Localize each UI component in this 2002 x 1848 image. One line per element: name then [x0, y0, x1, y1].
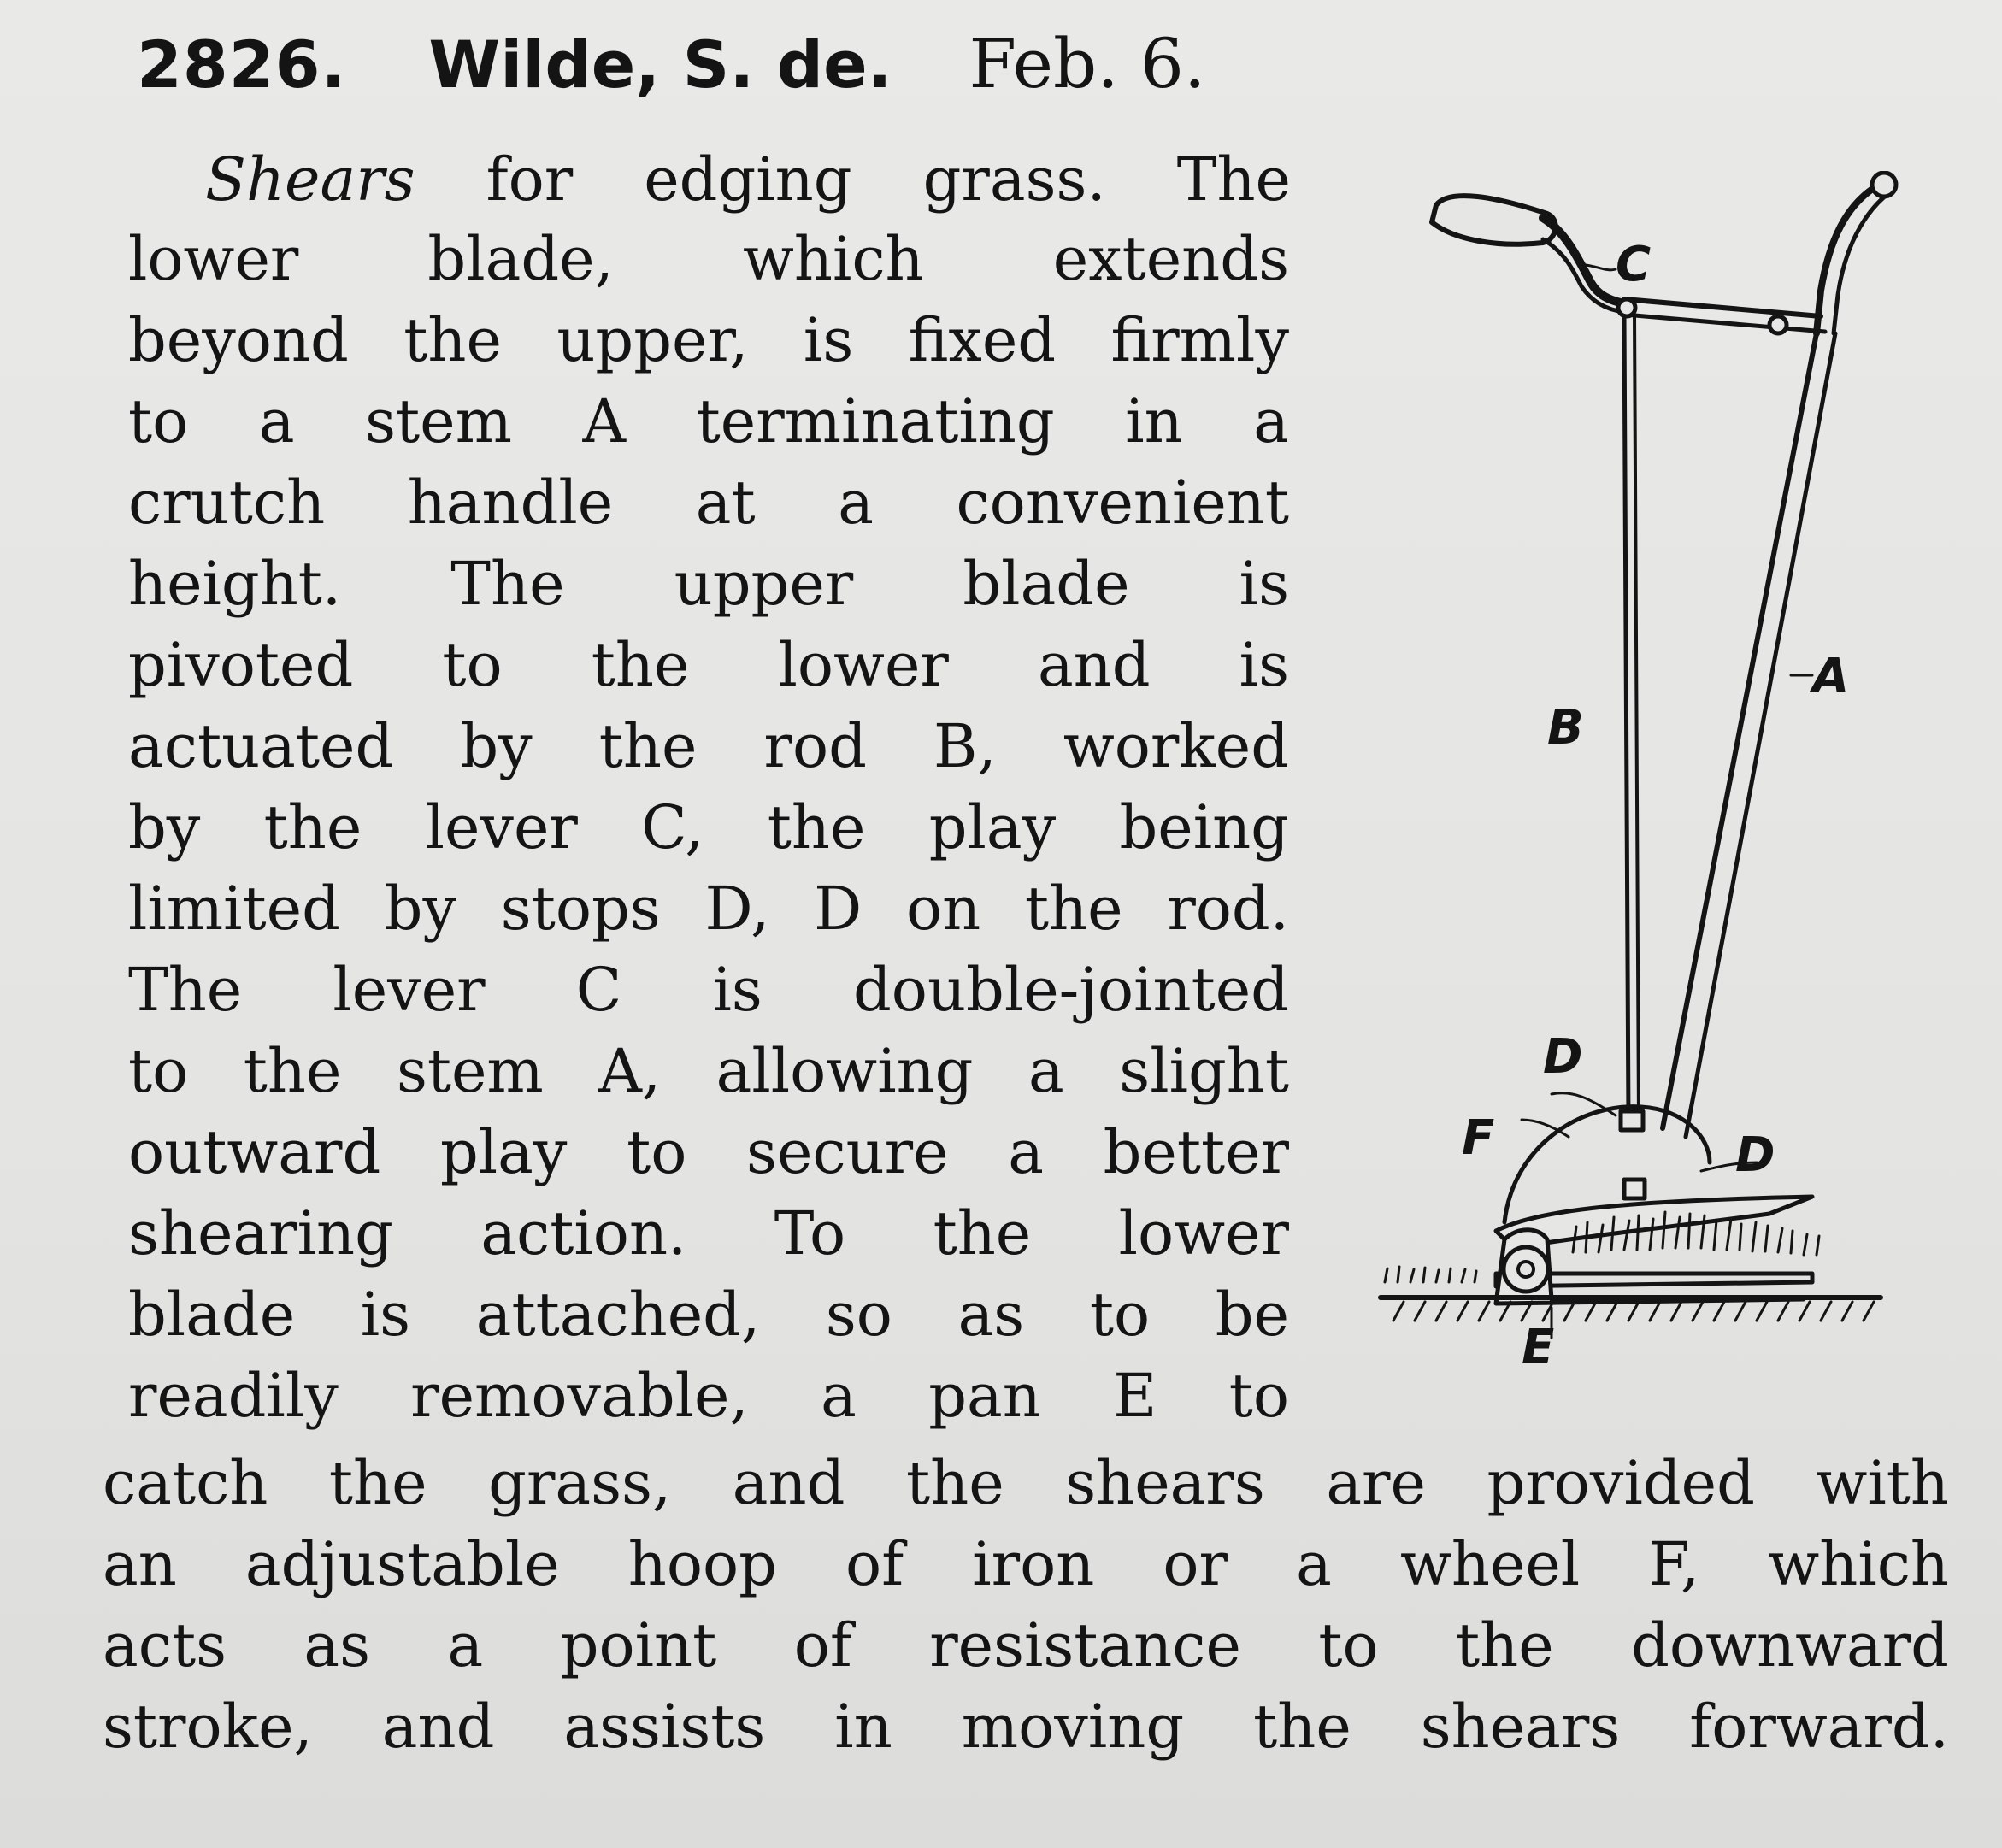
text-line: crutch handle at a convenient [128, 468, 1289, 538]
text-line: acts as a point of resistance to the downward [103, 1610, 1949, 1680]
text-line: height. The upper blade is [128, 549, 1289, 619]
label-e: E [1522, 1320, 1555, 1375]
text-line: catch the grass, and the shears are provided with [103, 1448, 1949, 1518]
label-c: C [1616, 237, 1652, 292]
inventor-name: Wilde, S. de. [428, 26, 892, 103]
entry-header [137, 24, 1205, 127]
stem-a [1663, 333, 1817, 1128]
text-line: to the stem A, allowing a slight [128, 1036, 1289, 1106]
text-line: stroke, and assists in moving the shears forward. [103, 1692, 1949, 1762]
text-line: beyond the upper, is fixed firmly [128, 305, 1289, 375]
ground-hatch [1393, 1302, 1874, 1321]
text-line: actuated by the rod B, worked [128, 711, 1289, 781]
label-d-upper: D [1543, 1029, 1583, 1085]
text-line: pivoted to the lower and is [128, 630, 1289, 700]
text-line: lower blade, which extends [128, 224, 1289, 294]
patent-number: 2826. [137, 26, 347, 103]
text-line: shearing action. To the lower [128, 1198, 1289, 1268]
text-line: an adjustable hoop of iron or a wheel F, which [103, 1529, 1949, 1599]
text-line: outward play to secure a better [128, 1117, 1289, 1187]
label-f: F [1462, 1110, 1495, 1166]
text-line: blade is attached, so as to be [128, 1280, 1289, 1350]
stop-d-upper [1621, 1111, 1643, 1130]
pivot [1504, 1247, 1548, 1292]
lever-grip [1432, 196, 1556, 244]
text-line: readily removable, a pan E to [128, 1361, 1289, 1431]
stop-d-lower [1624, 1180, 1645, 1198]
text-line: by the lever C, the play being [128, 792, 1289, 862]
italic-word: Shears [205, 144, 415, 215]
crossbar [1624, 299, 1821, 316]
text-line: to a stem A terminating in a [128, 386, 1289, 456]
label-d-lower: D [1735, 1127, 1775, 1183]
rod-b [1624, 316, 1628, 1120]
label-a: A [1812, 649, 1850, 704]
shears-illustration [1368, 171, 1915, 1402]
text-line: The lever C is double-jointed [128, 955, 1289, 1025]
entry-date: Feb. 6. [969, 24, 1206, 103]
label-b: B [1547, 700, 1584, 756]
text-line: Shears for edging grass. The [205, 144, 1291, 215]
text-line: limited by stops D, D on the rod. [128, 874, 1289, 944]
